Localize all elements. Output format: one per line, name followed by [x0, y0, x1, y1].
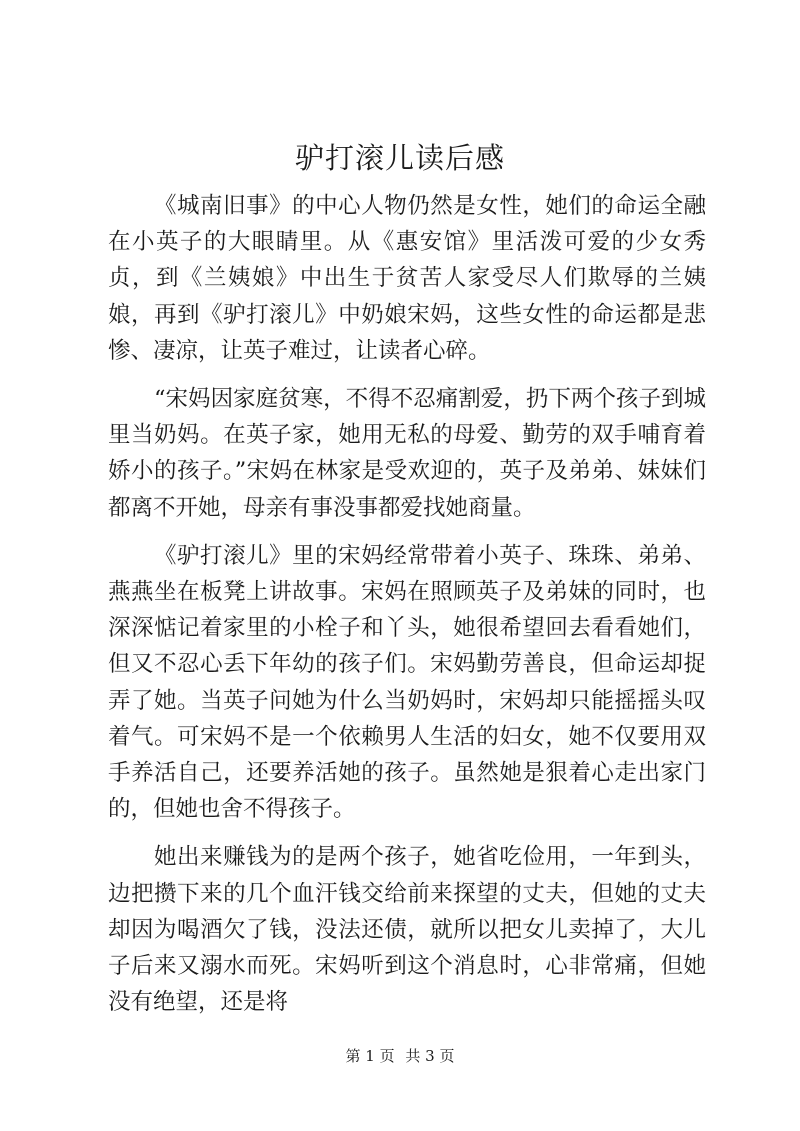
paragraph-3: 《驴打滚儿》里的宋妈经常带着小英子、珠珠、弟弟、燕燕坐在板凳上讲故事。宋妈在照顾英子及弟妹的同时，也深深惦记着家里的小栓子和丫头，她很希望回去看看她们，但又不忍心丢下年幼的孩子们。宋妈勤劳善良，但命运却捉弄了她。当英子问她为什么当奶妈时，宋妈却只能摇摇头叹着气。可宋妈不是一个依赖男人生活的妇女，她不仅要用双手养活自己，还要养活她的孩子。虽然她是狠着心走出家门的，但她也舍不得孩子。: [108, 542, 706, 823]
paragraph-1: 《城南旧事》的中心人物仍然是女性，她们的命运全融在小英子的大眼睛里。从《惠安馆》里活泼可爱的少女秀贞，到《兰姨娘》中出生于贫苦人家受尽人们欺辱的兰姨娘，再到《驴打滚儿》中奶娘宋妈，这些女性的命运都是悲惨、凄凉，让英子难过，让读者心碎。: [108, 193, 706, 364]
paragraph-2: “宋妈因家庭贫寒，不得不忍痛割爱，扔下两个孩子到城里当奶妈。在英子家，她用无私的母爱、勤劳的双手哺育着娇小的孩子。”宋妈在林家是受欢迎的，英子及弟弟、妹妹们都离不开她，母亲有事没事都爱找她商量。: [108, 386, 706, 521]
paragraph-4: 她出来赚钱为的是两个孩子，她省吃俭用，一年到头，边把攒下来的几个血汗钱交给前来探望的丈夫，但她的丈夫却因为喝酒欠了钱，没法还债，就所以把女儿卖掉了，大儿子后来又溺水而死。宋妈听到这个消息时，心非常痛，但她没有绝望，还是将: [108, 844, 706, 1016]
document-body: [108, 188, 706, 1020]
page-footer: [0, 1046, 800, 1066]
page-number: 第 1 页: [345, 1047, 395, 1065]
document-title: 驴打滚儿读后感: [294, 141, 505, 175]
page-total: 共 3 页: [405, 1047, 455, 1065]
